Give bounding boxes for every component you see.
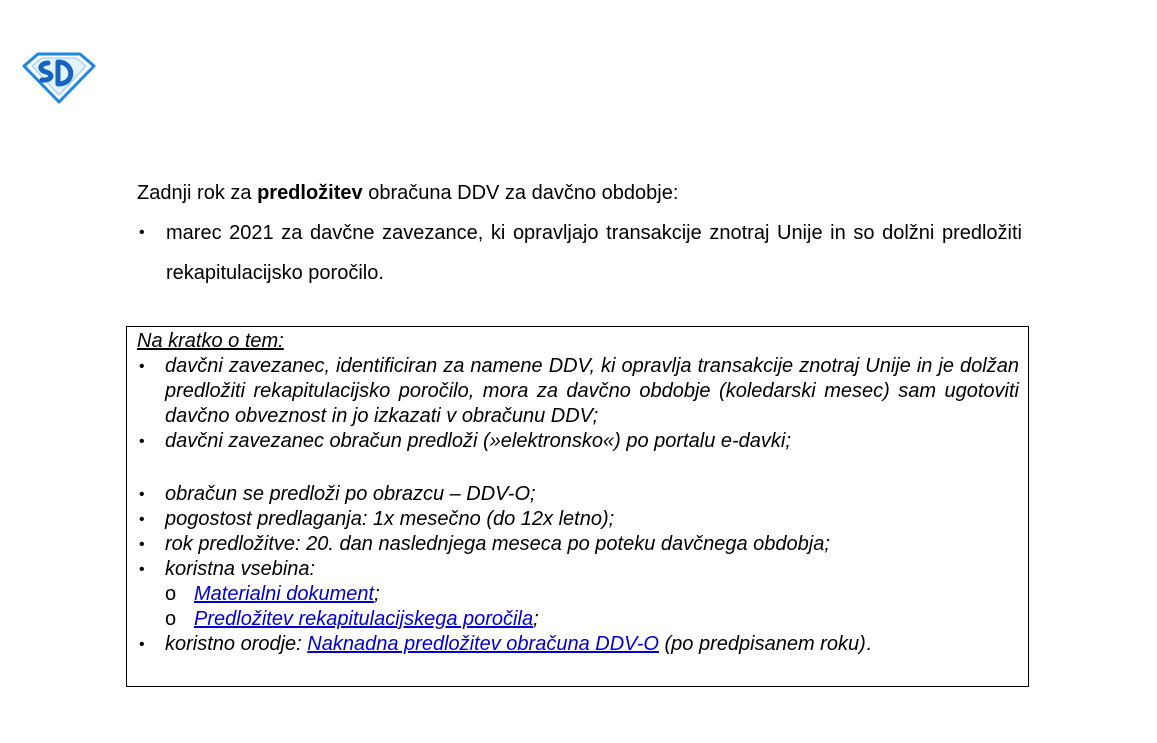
bullet-icon: • (139, 486, 145, 503)
sub-list-item: o Materialni dokument; (165, 583, 380, 605)
sub-list-item: o Predložitev rekapitulacijskega poročila; (165, 608, 539, 630)
bullet-icon: • (139, 433, 145, 450)
sd-logo (22, 48, 96, 104)
list-item: • rok predložitve: 20. dan naslednjega meseca po poteku davčnega obdobja; (139, 533, 830, 555)
ddv-o-late-submission-link[interactable]: Naknadna predložitev obračuna DDV-O (307, 633, 659, 655)
list-spacer (137, 454, 1019, 482)
list-item: • pogostost predlaganja: 1x mesečno (do 12x letno); (139, 508, 615, 530)
summary-list (137, 354, 1019, 657)
list-item: • davčni zavezanec obračun predloži (»elektronsko«) po portalu e-davki; (139, 430, 791, 452)
list-item: • koristno orodje: Naknadna predložitev obračuna DDV-O (po predpisanem roku). (139, 633, 872, 655)
bullet-icon: • (139, 511, 145, 528)
bullet-icon: • (139, 358, 145, 375)
circle-bullet-icon: o (165, 583, 177, 605)
list-item: • davčni zavezanec, identificiran za namene DDV, ki opravlja transakcije znotraj Unije in je dolžan predložiti rekapitulacijsko poročilo, mora za davčno obdobje (koledarski mesec) sam ugotoviti davčno obveznost in jo izkazati v obračunu DDV; (139, 355, 1019, 427)
bullet-icon: • (139, 224, 145, 241)
material-document-link[interactable]: Materialni dokument (194, 583, 375, 605)
bullet-icon: • (139, 561, 145, 578)
bullet-icon: • (139, 536, 145, 553)
list-item: • koristna vsebina: (139, 558, 316, 580)
summary-box (126, 326, 1029, 687)
intro-lead: Zadnji rok za predložitev obračuna DDV za davčno obdobje: (137, 182, 679, 204)
recapitulative-report-link[interactable]: Predložitev rekapitulacijskega poročila (194, 608, 534, 630)
intro-lead-bold: predložitev (257, 182, 363, 204)
bullet-icon: • (139, 636, 145, 653)
intro-bullet-item: • marec 2021 za davčne zavezance, ki opravljajo transakcije znotraj Unije in so dolžni predložiti rekapitulacijsko poročilo. (137, 213, 1022, 293)
list-item: • obračun se predloži po obrazcu – DDV-O; (139, 483, 536, 505)
intro-section (137, 175, 1022, 293)
summary-heading: Na kratko o tem: (137, 330, 284, 352)
circle-bullet-icon: o (165, 608, 177, 630)
